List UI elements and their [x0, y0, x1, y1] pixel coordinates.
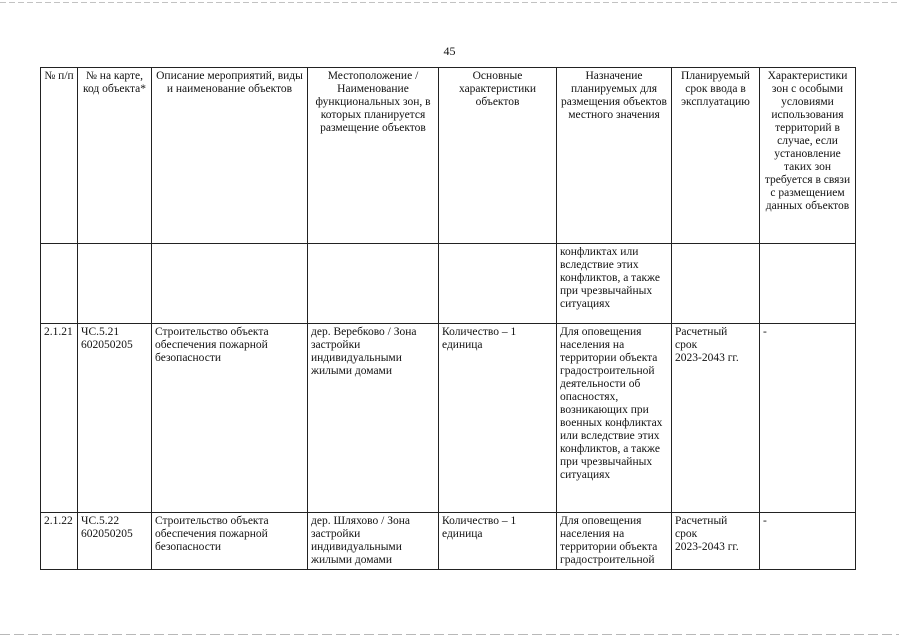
table-row — [41, 513, 856, 570]
header-code: № на карте, код объекта* — [78, 68, 152, 244]
cell-empty — [152, 244, 308, 324]
cell-location: дер. Веребково / Зона застройки индивидуальными жилыми домами — [308, 324, 439, 513]
cell-zones: - — [760, 324, 856, 513]
cell-empty — [41, 244, 78, 324]
cell-zones: - — [760, 513, 856, 570]
header-term: Планируемый срок ввода в эксплуатацию — [672, 68, 760, 244]
cell-code — [78, 324, 152, 513]
term-label: Расчетный — [675, 515, 728, 527]
term-period: 2023-2043 гг. — [675, 541, 739, 553]
cell-purpose: Для оповещения населения на территории объекта градостроительной — [557, 513, 672, 570]
planning-table — [40, 67, 856, 570]
code-number: 602050205 — [81, 528, 133, 540]
header-characteristics: Основные характеристики объектов — [439, 68, 557, 244]
cell-location: дер. Шляхово / Зона застройки индивидуальными жилыми домами — [308, 513, 439, 570]
scan-artifact-bottom — [0, 634, 899, 635]
cell-empty — [760, 244, 856, 324]
cell-code — [78, 513, 152, 570]
cell-empty — [439, 244, 557, 324]
term-period: 2023-2043 гг. — [675, 352, 739, 364]
cell-empty — [78, 244, 152, 324]
cell-characteristics: Количество – 1 единица — [439, 513, 557, 570]
term-label-2: срок — [675, 528, 698, 540]
code-number: 602050205 — [81, 339, 133, 351]
table-row — [41, 324, 856, 513]
cell-term — [672, 513, 760, 570]
header-num: № п/п — [41, 68, 78, 244]
cell-num: 2.1.22 — [41, 513, 78, 570]
page-number: 45 — [443, 44, 456, 58]
header-description: Описание мероприятий, виды и наименование объектов — [152, 68, 308, 244]
term-label-2: срок — [675, 339, 698, 351]
scan-artifact-top — [0, 2, 899, 3]
cell-characteristics: Количество – 1 единица — [439, 324, 557, 513]
cell-empty — [672, 244, 760, 324]
header-zones: Характеристики зон с особыми условиями использования территорий в случае, если установление таких зон требуется в связи с размещением данных объектов — [760, 68, 856, 244]
header-location: Местоположение / Наименование функциональных зон, в которых планируется размещение объектов — [308, 68, 439, 244]
term-label: Расчетный — [675, 326, 728, 338]
code-label: ЧС.5.22 — [81, 515, 120, 527]
header-purpose: Назначение планируемых для размещения объектов местного значения — [557, 68, 672, 244]
code-label: ЧС.5.21 — [81, 326, 120, 338]
cell-description: Строительство объекта обеспечения пожарной безопасности — [152, 513, 308, 570]
table-header-row — [41, 68, 856, 244]
cell-purpose: Для оповещения населения на территории объекта градостроительной деятельности об опасностях, возникающих при военных конфликтах или вследствие этих конфликтов, а также при чрезвычайных ситуациях — [557, 324, 672, 513]
cell-purpose: конфликтах или вследствие этих конфликтов, а также при чрезвычайных ситуациях — [557, 244, 672, 324]
cell-empty — [308, 244, 439, 324]
cell-num: 2.1.21 — [41, 324, 78, 513]
cell-description: Строительство объекта обеспечения пожарной безопасности — [152, 324, 308, 513]
cell-term — [672, 324, 760, 513]
table-row-continuation — [41, 244, 856, 324]
